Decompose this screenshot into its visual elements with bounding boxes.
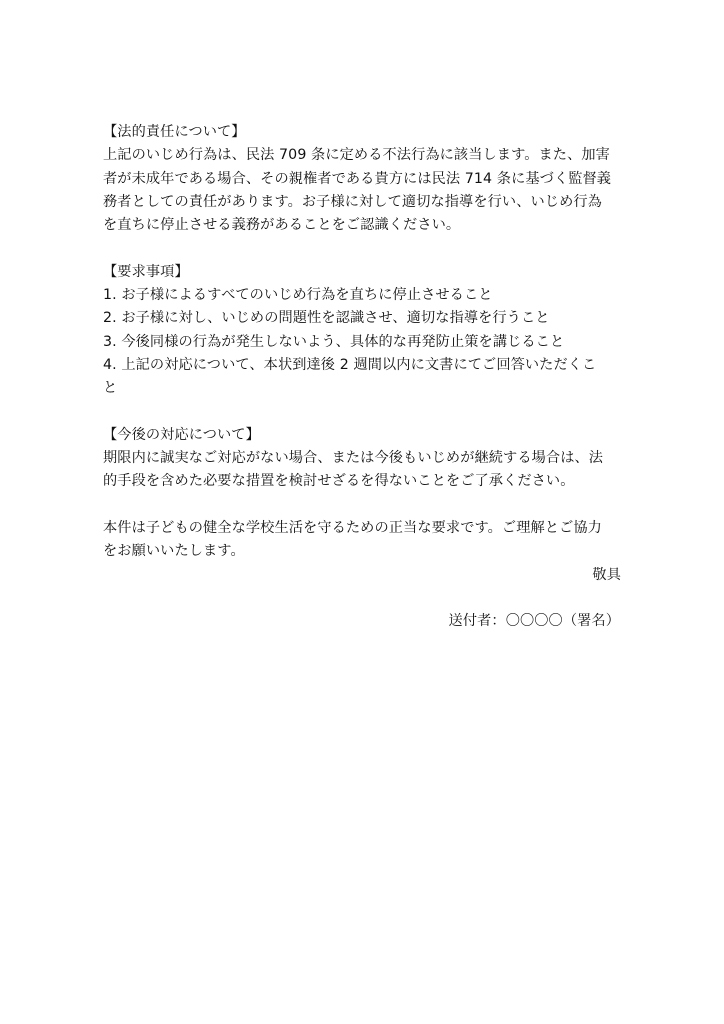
request-item-1: 1. お子様によるすべてのいじめ行為を直ちに停止させること	[103, 287, 493, 304]
future-paragraph-line: 的手段を含めた必要な措置を検討せざるを得ないことをご了承ください。	[103, 473, 575, 490]
legal-paragraph-line: 務者としての責任があります。お子様に対して適切な指導を行い、いじめ行為	[103, 193, 602, 210]
closing-paragraph-line: 本件は子どもの健全な学校生活を守るための正当な要求です。ご理解とご協力	[103, 520, 602, 537]
paragraph-gap	[103, 237, 621, 260]
request-item-2: 2. お子様に対し、いじめの問題性を認識させ、適切な指導を行うこと	[103, 310, 550, 327]
request-item-4: 4. 上記の対応について、本状到達後 2 週間以内に文書にてご回答いただくこ	[103, 356, 597, 373]
closing-paragraph-line: をお願いいたします。	[103, 543, 245, 560]
paragraph-gap	[103, 401, 621, 424]
legal-paragraph-line: 上記のいじめ行為は、民法 709 条に定める不法行為に該当します。また、加害	[103, 147, 610, 164]
request-item-4-continued: と	[103, 380, 118, 397]
letter-body	[103, 121, 621, 634]
request-item-3: 3. 今後同様の行為が発生しないよう、具体的な再発防止策を講じること	[103, 333, 565, 350]
requests-heading: 【要求事項】	[103, 263, 189, 280]
paragraph-gap	[103, 587, 621, 610]
future-paragraph-line: 期限内に誠実なご対応がない場合、または今後もいじめが継続する場合は、法	[103, 450, 604, 467]
keigu-closing: 敬具	[592, 566, 621, 583]
legal-responsibility-heading: 【法的責任について】	[103, 124, 246, 140]
future-response-heading: 【今後の対応について】	[103, 426, 260, 443]
legal-paragraph-line: 者が未成年である場合、その親権者である貴方には民法 714 条に基づく監督義	[103, 170, 612, 187]
paragraph-gap	[103, 494, 621, 517]
sender-signature: 送付者：〇〇〇〇（署名）	[448, 613, 620, 630]
legal-paragraph-line: を直ちに停止させる義務があることをご認識ください。	[103, 217, 461, 234]
